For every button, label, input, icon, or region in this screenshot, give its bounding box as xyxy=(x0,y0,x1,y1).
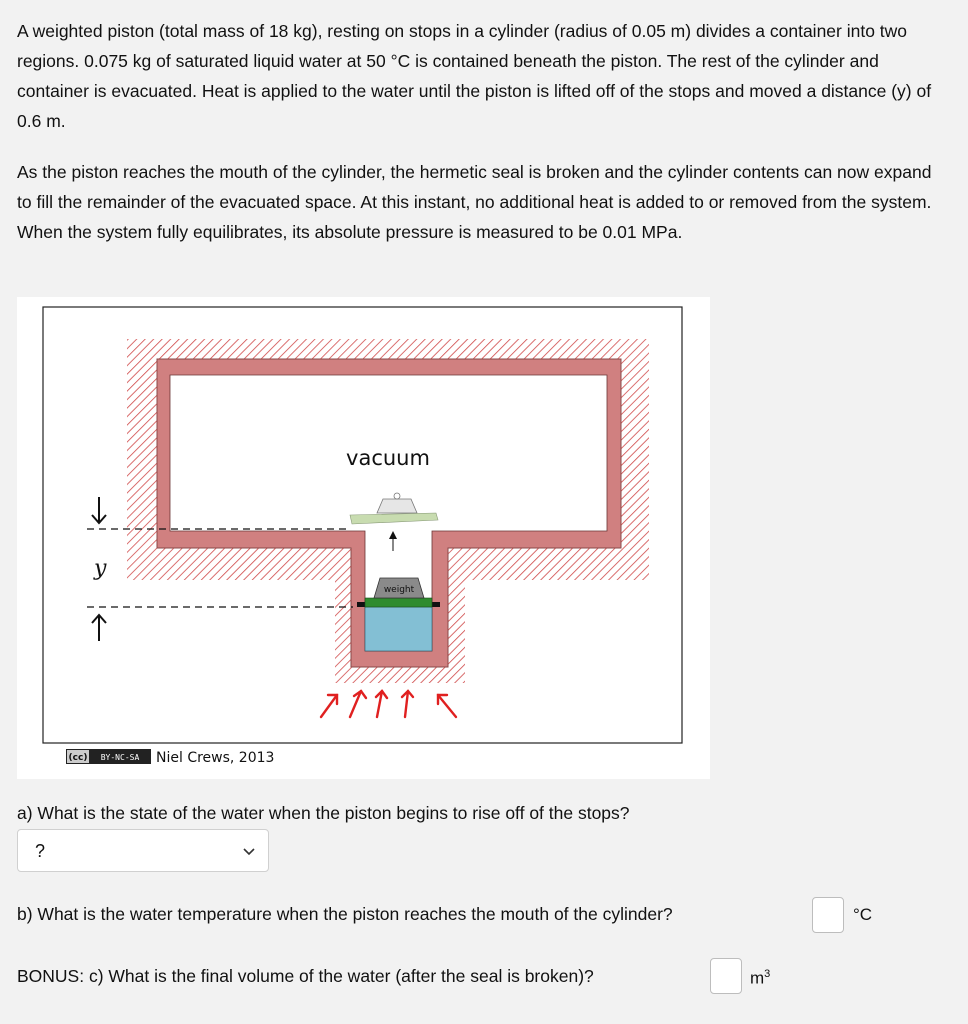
cc-label: (cc) xyxy=(68,753,88,763)
piston xyxy=(365,598,432,607)
license-badge-text: BY-NC-SA xyxy=(100,753,140,762)
temperature-answer-input[interactable] xyxy=(812,897,844,933)
ghost-weight xyxy=(377,499,417,513)
water-region xyxy=(365,607,432,651)
question-a: a) What is the state of the water when the piston begins to rise off of the stops? xyxy=(17,803,630,823)
volume-answer-input[interactable] xyxy=(710,958,742,994)
weight-label: weight xyxy=(383,585,415,595)
volume-unit xyxy=(750,968,770,989)
y-dimension-label: y xyxy=(94,556,107,581)
problem-paragraph-1: A weighted piston (total mass of 18 kg), resting on stops in a cylinder (radius of 0.05 m) divides a container into two regions. 0.075 kg of saturated liquid water at 50 °C is contained beneath the piston. The rest of the cylinder and container is evacuated. Heat is applied to the water until the piston is lifted off of the stops and moved a distance (y) of 0.6 m. xyxy=(17,21,932,131)
stop-left xyxy=(357,602,366,607)
problem-paragraph-2: As the piston reaches the mouth of the cylinder, the hermetic seal is broken and the cylinder contents can now expand to fill the remainder of the evacuated space. At this instant, no additional heat is added to or removed from the system. When the system fully equilibrates, its absolute pressure is measured to be 0.01 MPa. xyxy=(17,162,932,242)
volume-unit-exponent: 3 xyxy=(764,968,771,980)
question-c: BONUS: c) What is the final volume of the water (after the seal is broken)? xyxy=(17,966,594,986)
temperature-unit: °C xyxy=(853,905,873,924)
dropdown-selected-value: ? xyxy=(35,841,46,861)
cc-license-badge xyxy=(66,749,151,764)
question-b: b) What is the water temperature when the piston reaches the mouth of the cylinder? xyxy=(17,904,673,924)
figure-credit: Niel Crews, 2013 xyxy=(156,750,275,766)
state-dropdown[interactable] xyxy=(17,829,269,872)
stop-right xyxy=(431,602,440,607)
volume-unit-base: m xyxy=(750,968,765,988)
piston-cylinder-figure xyxy=(17,297,710,779)
vacuum-label: vacuum xyxy=(346,446,430,470)
chevron-down-icon xyxy=(242,844,256,862)
